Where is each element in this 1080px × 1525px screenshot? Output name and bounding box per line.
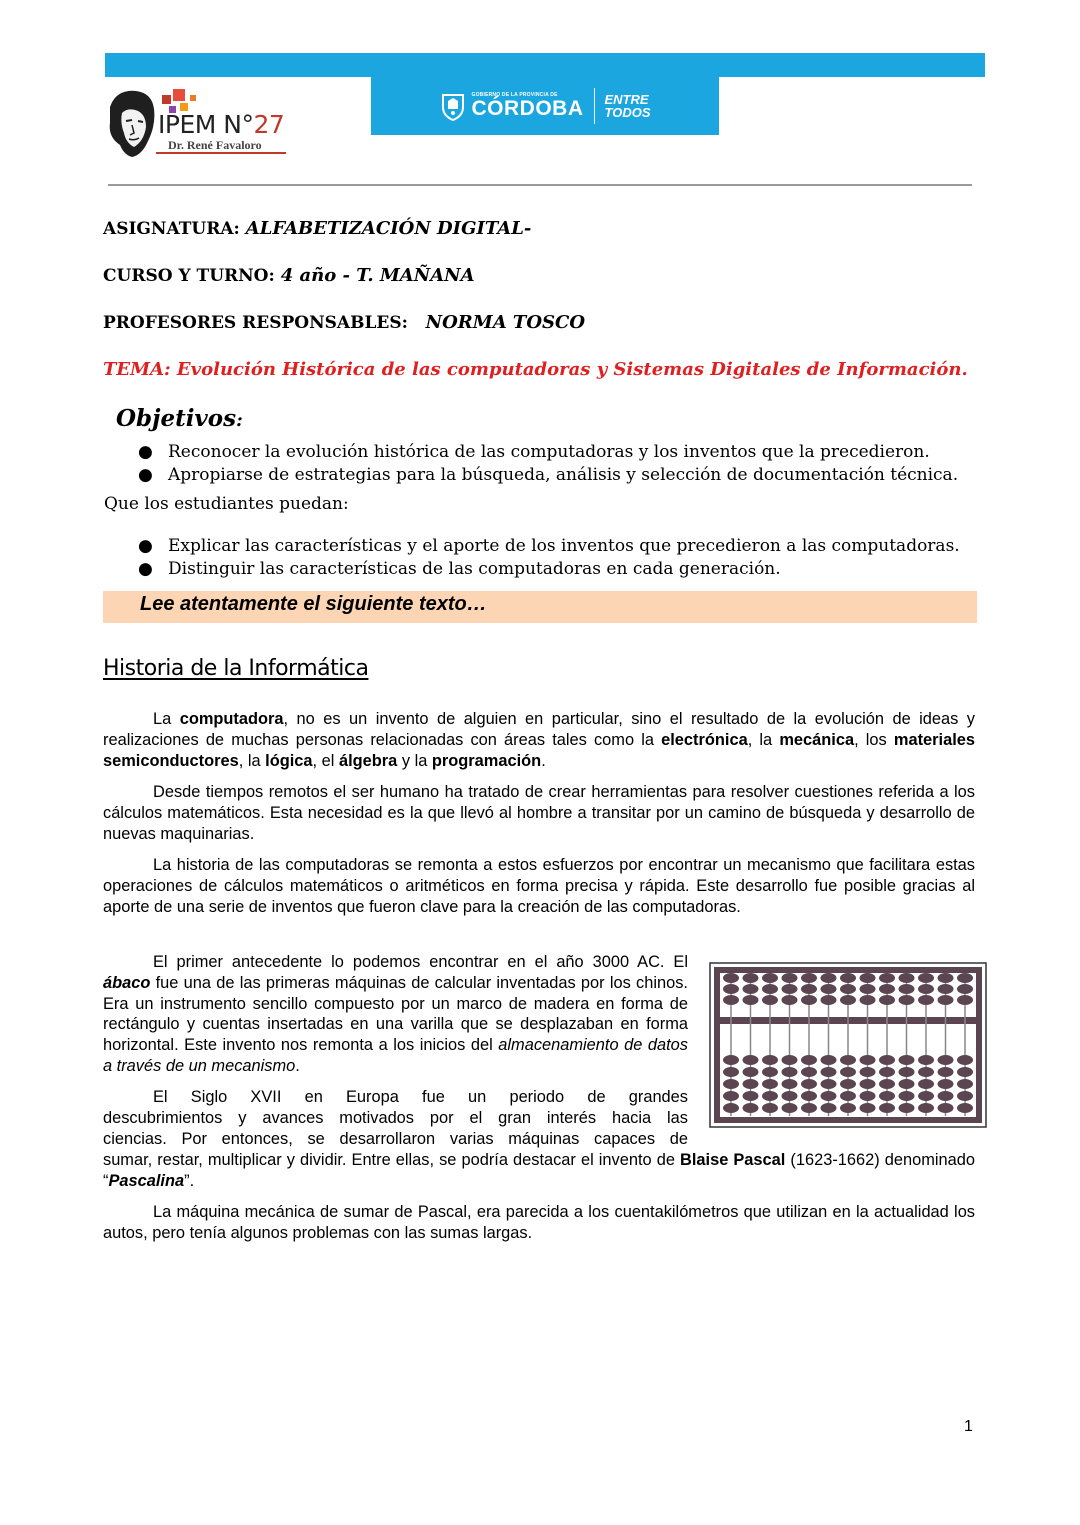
abacus-bead (938, 1103, 954, 1113)
bullet-icon: ● (138, 442, 153, 462)
abacus-bead (899, 1079, 915, 1089)
tema-line: TEMA: Evolución Histórica de las computadoras y Sistemas Digitales de Información. (103, 359, 968, 380)
abacus-bead (957, 995, 973, 1005)
abacus-bead (860, 1091, 876, 1101)
abacus-bead (938, 984, 954, 994)
abacus-bead (840, 973, 856, 983)
abacus-bead (957, 1079, 973, 1089)
abacus-bead (762, 995, 778, 1005)
slogan-line-1: ENTRE (604, 92, 649, 107)
abacus-bead (918, 995, 934, 1005)
abacus-bead (801, 973, 817, 983)
abacus-bead (918, 1079, 934, 1089)
abacus-bead (860, 1055, 876, 1065)
cordoba-government-logo (371, 77, 719, 135)
abacus-bead (899, 995, 915, 1005)
abacus-bead (801, 984, 817, 994)
abacus-bead (723, 1091, 739, 1101)
gov-line: GOBIERNO DE LA PROVINCIA DE (471, 92, 558, 98)
abacus-bead (743, 1091, 759, 1101)
logo-separator (594, 88, 595, 124)
paragraph-5-line-2: descubrimientos y avances motivados por el gran interés hacia las (103, 1109, 688, 1127)
abacus-bead (840, 995, 856, 1005)
abacus-bead (957, 1067, 973, 1077)
objetivos-title (116, 405, 243, 432)
school-underline (156, 152, 286, 154)
abacus-bead (879, 1055, 895, 1065)
abacus-bead (821, 995, 837, 1005)
abacus-bead (899, 1091, 915, 1101)
abacus-bead (938, 995, 954, 1005)
school-name (158, 110, 284, 139)
abacus-bead (782, 995, 798, 1005)
abacus-bead (801, 1079, 817, 1089)
paragraph-2: Desde tiempos remotos el ser humano ha tratado de crear herramientas para resolver cuestiones referida a los cálculos matemáticos. Esta necesidad es la que llevó al hombre a transitar por un camino de búsqueda y desarrollo de nuevas maquinarias. (103, 783, 975, 843)
abacus-bead (840, 1091, 856, 1101)
abacus-image (709, 962, 987, 1128)
bullet-icon: ● (138, 559, 153, 579)
abacus-bead (821, 1079, 837, 1089)
profesores-line (103, 312, 585, 333)
abacus-bead (782, 1079, 798, 1089)
abacus-bead (860, 1079, 876, 1089)
abacus-bead (938, 1055, 954, 1065)
abacus-bead (840, 1067, 856, 1077)
abacus-bead (879, 1067, 895, 1077)
abacus-bead (723, 995, 739, 1005)
section-title: Historia de la Informática (103, 656, 369, 681)
abacus-bead (801, 995, 817, 1005)
abacus-bead (723, 1079, 739, 1089)
abacus-bead (957, 973, 973, 983)
objetivo-text: Reconocer la evolución histórica de las computadoras y los inventos que la precedieron. (168, 442, 930, 462)
abacus-bead (938, 1067, 954, 1077)
asignatura-value: ALFABETIZACIÓN DIGITAL- (245, 218, 532, 239)
objetivo-text: Explicar las características y el aporte de los inventos que precedieron a las computadoras. (168, 536, 960, 556)
abacus-bead (860, 973, 876, 983)
abacus-bead (957, 1091, 973, 1101)
paragraph-4: El primer antecedente lo podemos encontrar en el año 3000 AC. El ábaco fue una de las primeras máquinas de calcular inventadas por los chinos. Era un instrumento sencillo compuesto por un marco de madera en forma de rectángulo y cuentas insertadas en una varilla que se desplazaban en forma horizontal. Este invento nos remonta a los inicios del almacenamiento de datos a través de un mecanismo. (103, 953, 688, 1075)
abacus-bead (918, 1067, 934, 1077)
abacus-bead (879, 1091, 895, 1101)
abacus-bead (782, 973, 798, 983)
abacus-bead (957, 1103, 973, 1113)
abacus-bead (782, 1103, 798, 1113)
abacus-bead (762, 1067, 778, 1077)
abacus-bead (782, 1067, 798, 1077)
curso-label: CURSO Y TURNO: (103, 266, 275, 286)
curso-value: 4 año - T. MAÑANA (280, 265, 475, 286)
abacus-bead (723, 1055, 739, 1065)
abacus-bead (821, 1055, 837, 1065)
abacus-bead (879, 1103, 895, 1113)
school-subtitle: Dr. René Favaloro (168, 138, 262, 152)
abacus-bead (918, 973, 934, 983)
abacus-bead (938, 1091, 954, 1101)
reading-banner (103, 591, 977, 623)
abacus-bead (918, 1055, 934, 1065)
abacus-bead (782, 984, 798, 994)
abacus-bead (723, 984, 739, 994)
paragraph-3: La historia de las computadoras se remonta a estos esfuerzos por encontrar un mecanismo que facilitara estas operaciones de cálculos matemáticos o aritméticos en forma precisa y rápida. Este desarrollo fue posible gracias al aporte de una serie de inventos que fueron clave para la creación de las computadoras. (103, 856, 975, 916)
abacus-bead (899, 1055, 915, 1065)
abacus-bead (821, 984, 837, 994)
abacus-bead (801, 1067, 817, 1077)
abacus-bead (782, 1055, 798, 1065)
abacus-bead (723, 1103, 739, 1113)
abacus-bead (801, 1055, 817, 1065)
abacus-bead (899, 984, 915, 994)
paragraph-5-tail: sumar, restar, multiplicar y dividir. Entre ellas, se podría destacar el invento de Blaise Pascal (1623-1662) denominado “Pascalina”. (103, 1151, 975, 1190)
curso-line (103, 265, 475, 286)
abacus-bead (743, 973, 759, 983)
abacus-bead (938, 973, 954, 983)
abacus-bead (957, 984, 973, 994)
abacus-bead (938, 1079, 954, 1089)
abacus-bead (743, 995, 759, 1005)
abacus-bead (918, 1091, 934, 1101)
abacus-bead (879, 973, 895, 983)
school-name-prefix: IPEM N° (158, 110, 254, 139)
objetivo-text: Apropiarse de estrategias para la búsqueda, análisis y selección de documentación técnica. (168, 465, 959, 485)
abacus-bead (879, 995, 895, 1005)
cordoba-seal-icon (440, 91, 466, 121)
abacus-bead (743, 1055, 759, 1065)
abacus-bead (743, 1079, 759, 1089)
abacus-bead (743, 1103, 759, 1113)
paragraph-5: El Siglo XVII en Europa fue un periodo de grandes (153, 1088, 688, 1106)
abacus-bead (840, 1055, 856, 1065)
header-divider (108, 184, 972, 186)
abacus-bead (899, 973, 915, 983)
bullet-icon: ● (138, 465, 153, 485)
page-number: 1 (964, 1418, 973, 1435)
abacus-bead (840, 1079, 856, 1089)
abacus-bead (723, 973, 739, 983)
abacus-bead (879, 984, 895, 994)
abacus-bead (801, 1103, 817, 1113)
abacus-bead (762, 973, 778, 983)
abacus-bead (918, 1103, 934, 1113)
abacus-bead (821, 973, 837, 983)
objetivo-text: Distinguir las características de las computadoras en cada generación. (168, 559, 781, 579)
header-blue-bar (105, 53, 985, 77)
objetivos-colon: : (236, 410, 243, 431)
abacus-bead (762, 1079, 778, 1089)
abacus-bead (821, 1103, 837, 1113)
abacus-bead (801, 1091, 817, 1101)
school-number: 27 (253, 110, 285, 139)
abacus-bead (879, 1079, 895, 1089)
abacus-bead (762, 1055, 778, 1065)
asignatura-label: ASIGNATURA: (103, 219, 240, 239)
pascalina-name: Pascalina (108, 1171, 185, 1190)
abacus-bead (899, 1103, 915, 1113)
abacus-bead (957, 1055, 973, 1065)
abacus-bead (743, 984, 759, 994)
abacus-bead (782, 1091, 798, 1101)
abacus-bead (743, 1067, 759, 1077)
province-name: CÓRDOBA (471, 97, 584, 120)
paragraph-1: La computadora, no es un invento de alguien en particular, sino el resultado de la evolución de ideas y realizaciones de muchas personas relacionadas con áreas tales como la electrónica, la mecánica, los materiales semiconductores, la lógica, el álgebra y la programación. (103, 710, 975, 770)
abacus-bead (840, 1103, 856, 1113)
profesores-value: NORMA TOSCO (425, 312, 585, 333)
pascal-name: Blaise Pascal (680, 1151, 786, 1169)
asignatura-line (103, 218, 531, 239)
abacus-bead (821, 1091, 837, 1101)
abacus-bead (860, 1067, 876, 1077)
abacus-bead (723, 1067, 739, 1077)
abacus-bead (860, 995, 876, 1005)
objetivos-intro: Que los estudiantes puedan: (104, 494, 349, 514)
abacus-bead (762, 1103, 778, 1113)
abacus-bead (918, 984, 934, 994)
abacus-bead (860, 984, 876, 994)
banner-text: Lee atentamente el siguiente texto… (140, 593, 487, 615)
paragraph-6: La máquina mecánica de sumar de Pascal, era parecida a los cuentakilómetros que utilizan en la actualidad los autos, pero tenía algunos problemas con las sumas largas. (103, 1203, 975, 1242)
paragraph-5-line-3: ciencias. Por entonces, se desarrollaron varias máquinas capaces de (103, 1130, 688, 1148)
objetivos-title-text: Objetivos (116, 405, 237, 432)
abacus-bead (899, 1067, 915, 1077)
abacus-bead (762, 1091, 778, 1101)
abacus-bead (860, 1103, 876, 1113)
profesores-label: PROFESORES RESPONSABLES: (103, 313, 408, 333)
slogan-line-2: TODOS (604, 105, 651, 120)
abacus-bead (821, 1067, 837, 1077)
abacus-bead (840, 984, 856, 994)
bullet-icon: ● (138, 536, 153, 556)
abacus-bead (762, 984, 778, 994)
